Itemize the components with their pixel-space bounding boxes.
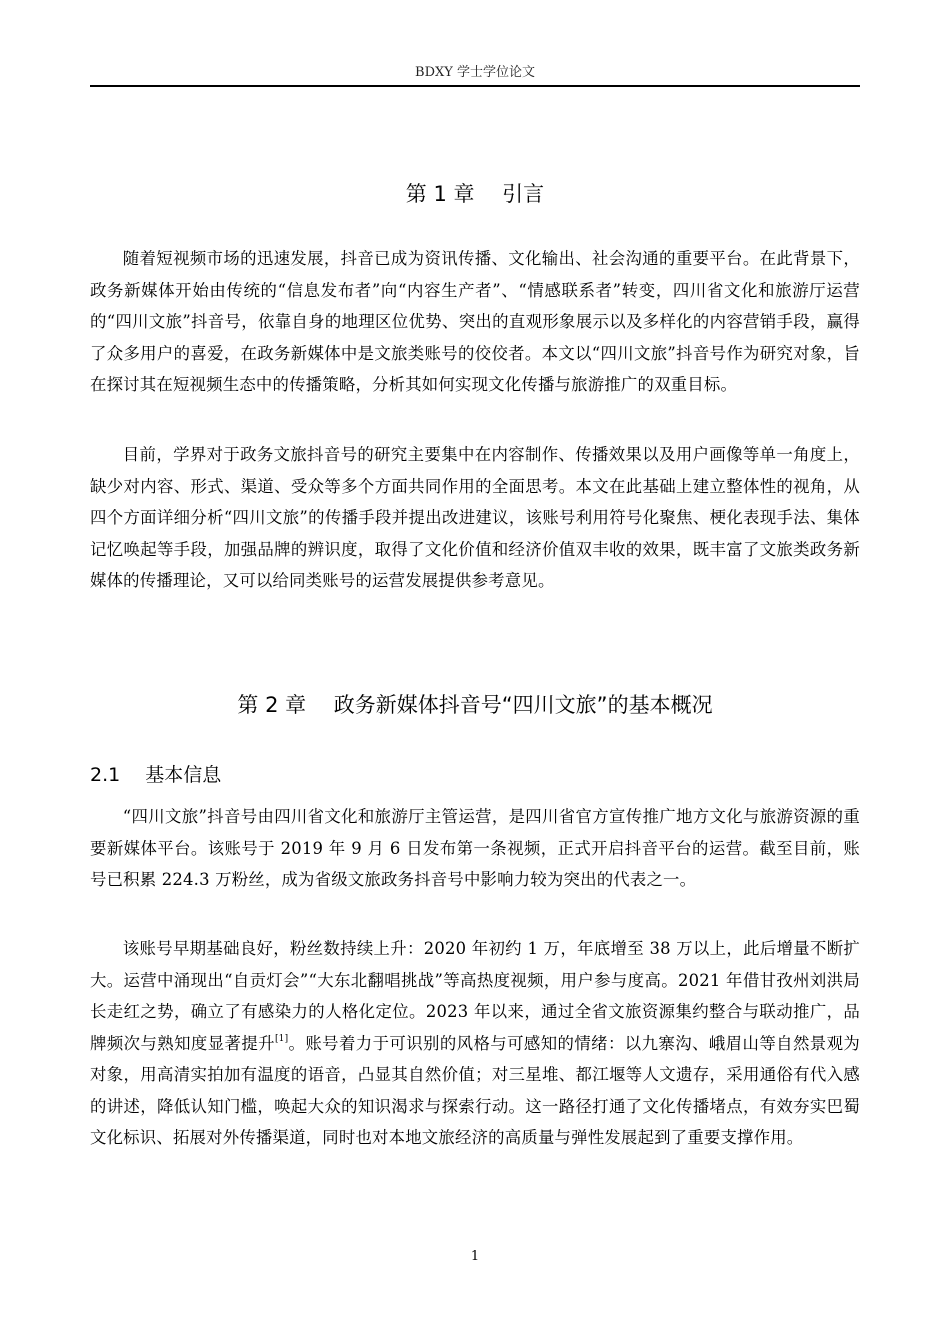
paragraph-text-after-citation: 。账号着力于可识别的风格与可感知的情绪：以九寨沟、峨眉山等自然景观为对象，用高清实拍加有温度的语音，凸显其自然价值；对三星堆、都江堰等人文遗存，采用通俗有代入感的讲述，降低认知门槛，唤起大众的知识渴求与探索行动。这一路径打通了文化传播堵点，有效夯实巴蜀文化标识、拓展对外传播渠道，同时也对本地文旅经济的高质量与弹性发展起到了重要支撑作用。 xyxy=(90,1033,860,1147)
running-header: BDXY 学士学位论文 xyxy=(415,65,535,80)
section-2-1-paragraph-1: “四川文旅”抖音号由四川省文化和旅游厅主管运营，是四川省官方宣传推广地方文化与旅游资源的重要新媒体平台。该账号于 2019 年 9 月 6 日发布第一条视频，正式开启抖音平台的运营。截至目前，账号已积累 224.3 万粉丝，成为省级文旅政务抖音号中影响力较为突出的代表之一。 xyxy=(90,807,860,889)
chapter-2-title: 第 2 章 政务新媒体抖音号“四川文旅”的基本概况 xyxy=(237,693,713,717)
header-rule xyxy=(90,85,860,87)
section-2-1-paragraph-2 xyxy=(90,933,860,1154)
section-2-1-title: 2.1 基本信息 xyxy=(90,764,222,786)
chapter-1-paragraph-2: 目前，学界对于政务文旅抖音号的研究主要集中在内容制作、传播效果以及用户画像等单一角度上，缺少对内容、形式、渠道、受众等多个方面共同作用的全面思考。本文在此基础上建立整体性的视角，从四个方面详细分析“四川文旅”的传播手段并提出改进建议，该账号利用符号化聚焦、梗化表现手法、集体记忆唤起等手段，加强品牌的辨识度，取得了文化价值和经济价值双丰收的效果，既丰富了文旅类政务新媒体的传播理论，又可以给同类账号的运营发展提供参考意见。 xyxy=(90,445,860,590)
paragraph-text-before-citation: 该账号早期基础良好，粉丝数持续上升：2020 年初约 1 万，年底增至 38 万以上，此后增量不断扩大。运营中涌现出“自贡灯会”“大东北翻唱挑战”等高热度视频，用户参与度高。2021 年借甘孜州刘洪局长走红之势，确立了有感染力的人格化定位。2023 年以来，通过全省文旅资源集约整合与联动推广，品牌频次与熟知度显著提升 xyxy=(90,939,860,1053)
citation-marker: [1] xyxy=(274,1033,289,1044)
chapter-1-paragraph-1: 随着短视频市场的迅速发展，抖音已成为资讯传播、文化输出、社会沟通的重要平台。在此背景下，政务新媒体开始由传统的“信息发布者”向“内容生产者”、“情感联系者”转变，四川省文化和旅游厅运营的“四川文旅”抖音号，依靠自身的地理区位优势、突出的直观形象展示以及多样化的内容营销手段，赢得了众多用户的喜爱，在政务新媒体中是文旅类账号的佼佼者。本文以“四川文旅”抖音号作为研究对象，旨在探讨其在短视频生态中的传播策略，分析其如何实现文化传播与旅游推广的双重目标。 xyxy=(90,249,860,394)
page-number: 1 xyxy=(470,1249,480,1264)
chapter-1-title: 第 1 章 引言 xyxy=(405,182,545,206)
